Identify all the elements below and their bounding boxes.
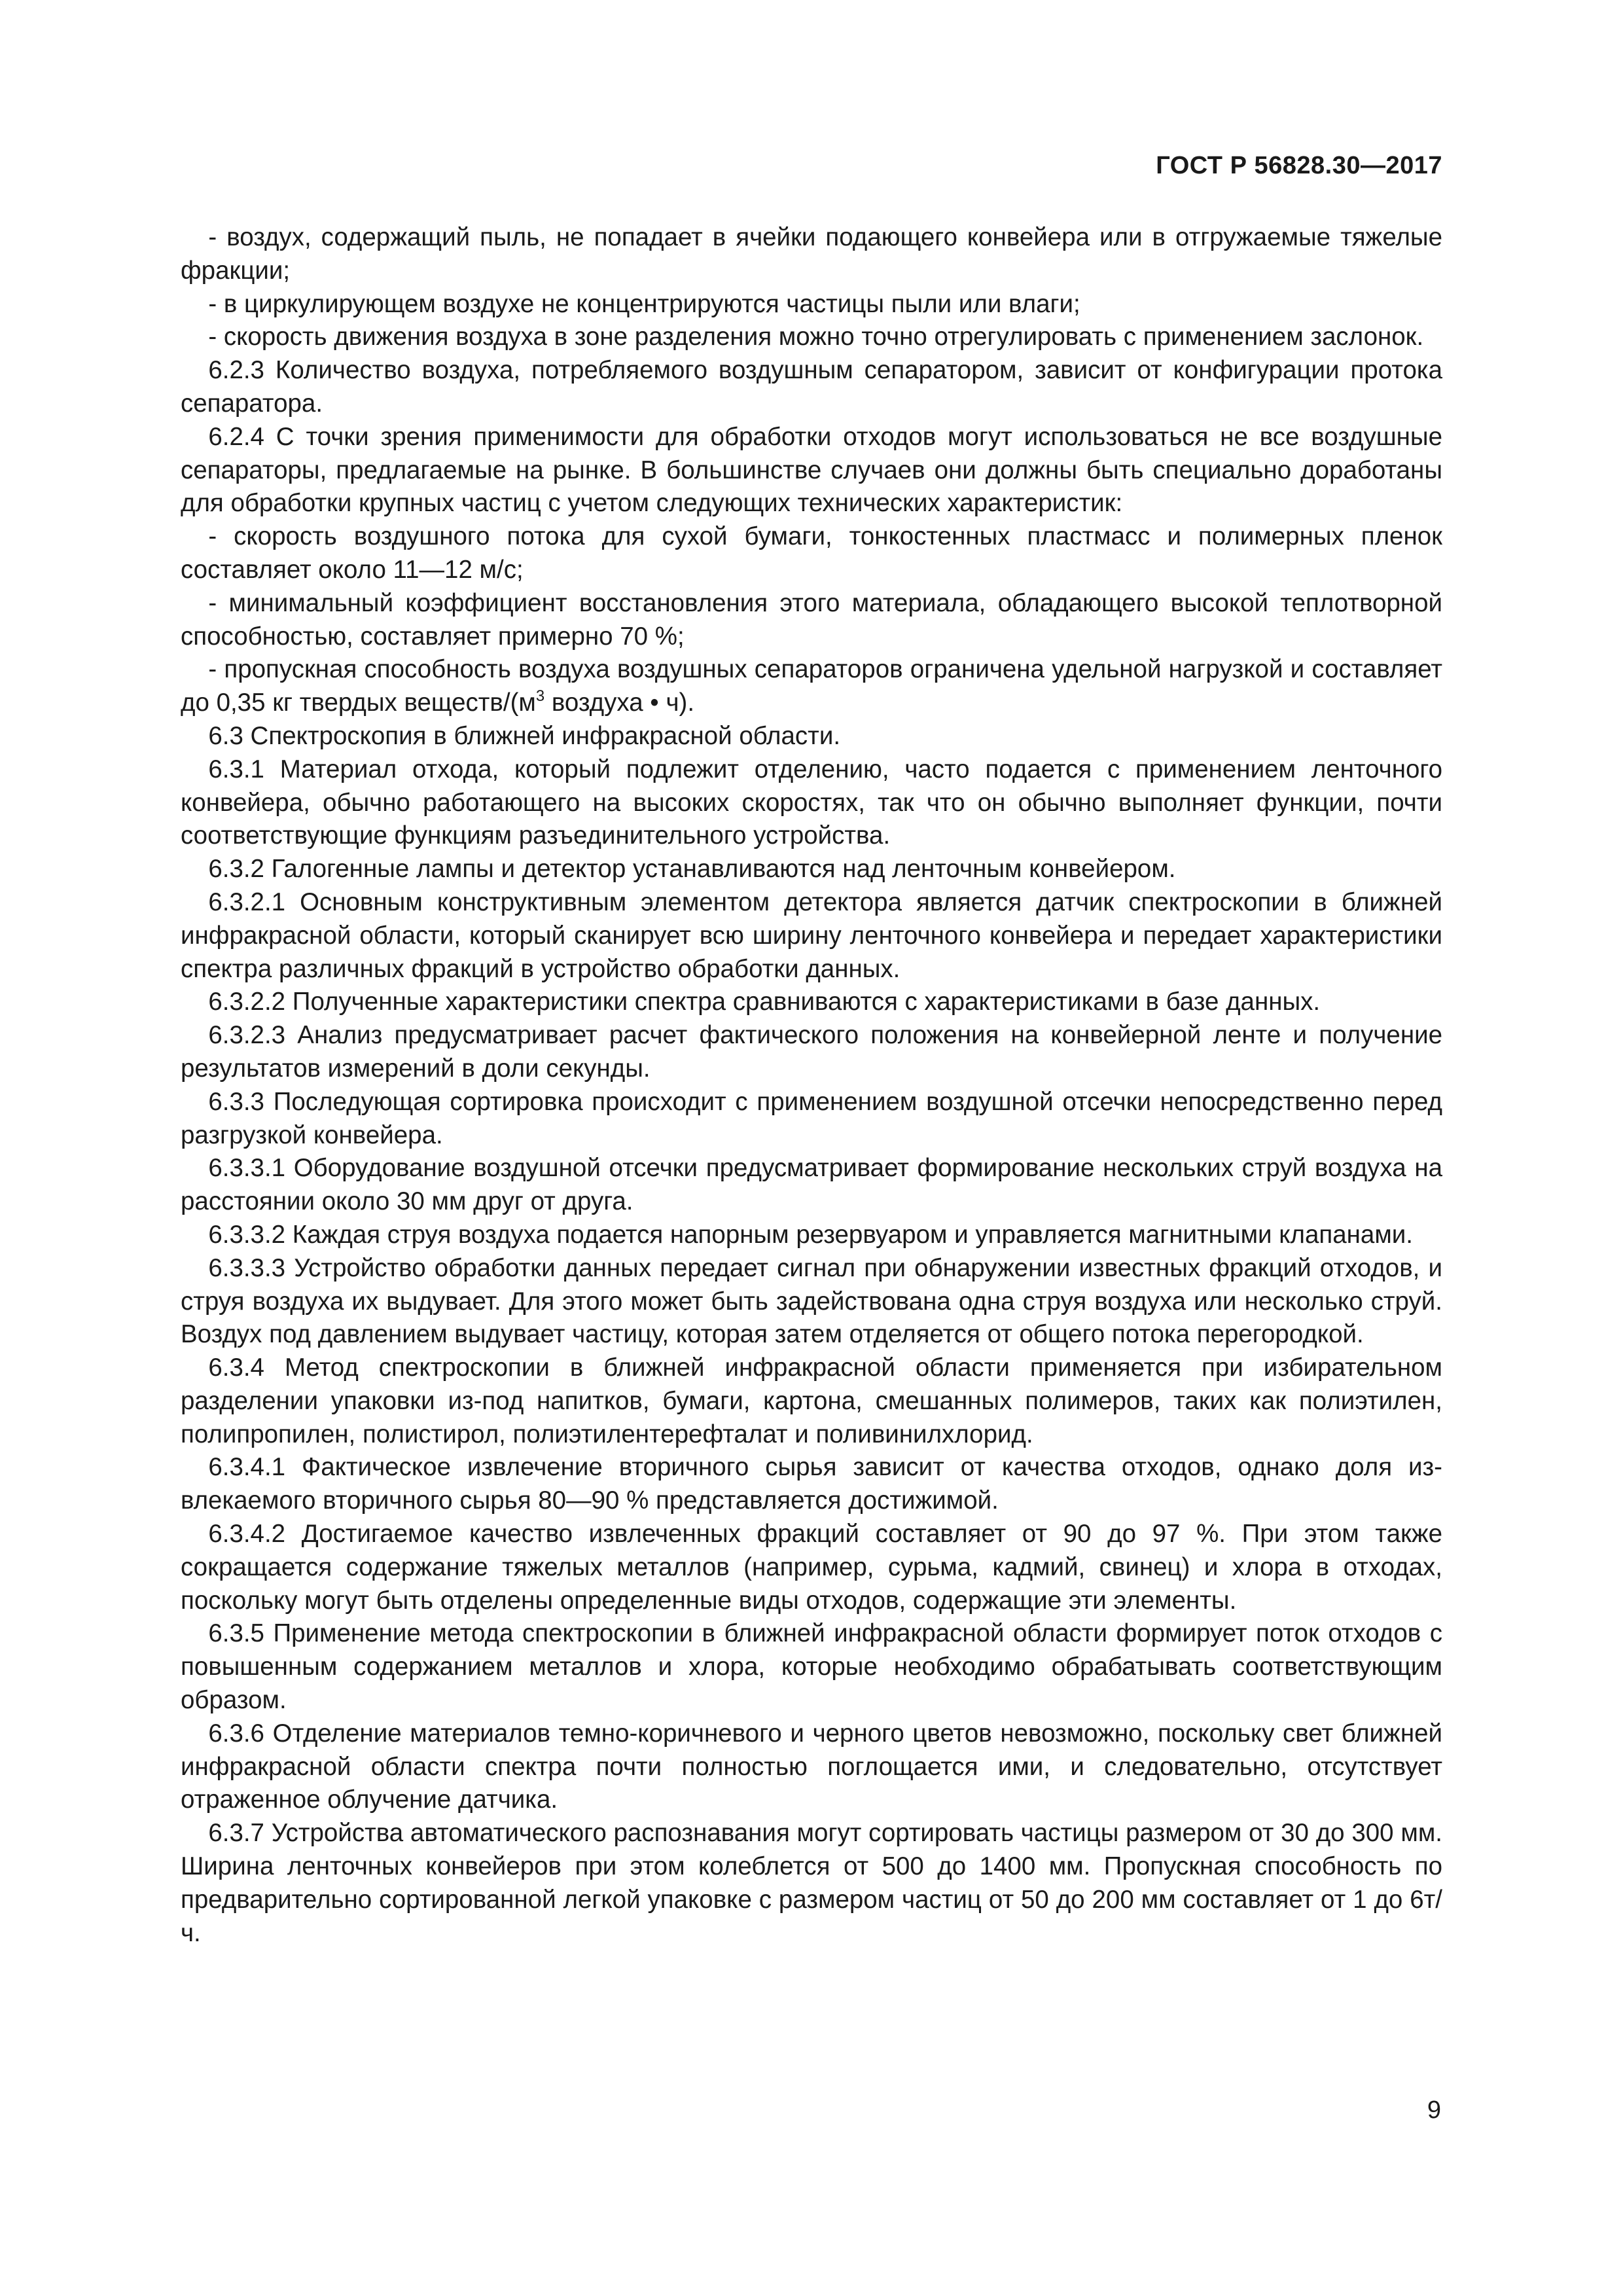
page-number: 9 <box>1427 2096 1441 2124</box>
paragraph-6-3-4-2: 6.3.4.2 Достигаемое качество извлеченных фракций составляет от 90 до 97 %. При этом также сокращается содержание тяжелых металлов (например, сурьма, кадмий, свинец) и хлора в отходах, поскольку могут быть отделены определенные виды отходов, содержащие эти элементы. <box>181 1520 1442 1615</box>
throughput-text-main: - пропускная способность воздуха воздушных сепараторов ограничена удельной нагрузкой и составляет до 0,35 кг твердых веществ/(м <box>181 655 1442 717</box>
paragraph-6-3-2-3: 6.3.2.3 Анализ предусматривает расчет фактического положения на конвейерной ленте и получение результатов измерений в доли секунды. <box>181 1021 1442 1083</box>
paragraph-6-3-5: 6.3.5 Применение метода спектроскопии в ближней инфракрасной области формирует поток отходов с повышенным содержанием металлов и хлора, которые необходимо обрабатывать соответствующим образом. <box>181 1619 1442 1715</box>
paragraph-6-3-2-2: 6.3.2.2 Полученные характеристики спектра сравниваются с характеристиками в базе данных. <box>208 988 1321 1016</box>
paragraph-6-3-3-2: 6.3.3.2 Каждая струя воздуха подается напорным резервуаром и управляется магнитными клапанами. <box>208 1220 1413 1249</box>
paragraph-6-3-2: 6.3.2 Галогенные лампы и детектор устанавливаются над ленточным конвейером. <box>208 855 1176 884</box>
document-standard-code: ГОСТ Р 56828.30—2017 <box>1156 152 1442 179</box>
cubic-superscript: 3 <box>535 687 545 706</box>
document-body <box>181 221 1442 1950</box>
paragraph-recovery-coefficient: - минимальный коэффициент восстановления этого материала, обладающего высокой теплотворной способностью, составляет примерно 70 %; <box>181 588 1442 651</box>
paragraph-circulating-air: - в циркулирующем воздухе не концентрируются частицы пыли или влаги; <box>208 289 1080 318</box>
paragraph-6-3-3-3: 6.3.3.3 Устройство обработки данных передает сигнал при обнаружении известных фракций отходов, и струя воздуха их выдувает. Для этого может быть задействована одна струя воздуха или несколько струй. Воздух под давлением выдувает частицу, которая затем отделяется от общего потока перегородкой. <box>181 1253 1442 1349</box>
paragraph-dust-air: - воздух, содержащий пыль, не попадает в ячейки подающего конвейера или в отгружаемые тяжелые фракции; <box>181 223 1442 285</box>
paragraph-separator-throughput <box>181 653 1442 720</box>
paragraph-6-3-6: 6.3.6 Отделение материалов темно-коричневого и черного цветов невозможно, поскольку свет ближней инфракрасной области спектра почти полностью поглощается ими, и следовательно, отсутствует отраженное облучение датчика. <box>181 1719 1442 1814</box>
paragraph-6-2-4: 6.2.4 С точки зрения применимости для обработки отходов могут использоваться не все воздушные сепараторы, предлагаемые на рынке. В большинстве случаев они должны быть специально доработаны для обработки крупных частиц с учетом следующих технических характеристик: <box>181 422 1442 518</box>
paragraph-6-3-4: 6.3.4 Метод спектроскопии в ближней инфракрасной области применяется при избирательном разделении упаковки из-под напитков, бумаги, картона, смешанных полимеров, таких как полиэтилен, полипропилен, полистирол, полиэтилентерефталат и поливинилхлорид. <box>181 1354 1442 1448</box>
paragraph-6-3-1: 6.3.1 Материал отхода, который подлежит отделению, часто подается с применением ленточного конвейера, обычно работающего на высоких скоростях, так что он обычно выполняет функции, почти соответствующие функциям разъединительного устройства. <box>181 755 1442 850</box>
paragraph-6-3: 6.3 Спектроскопия в ближней инфракрасной области. <box>208 721 841 750</box>
paragraph-6-3-4-1: 6.3.4.1 Фактическое извлечение вторичного сырья зависит от качества отходов, однако доля извлекаемого вторичного сырья 80—90 % представляется достижимой. <box>181 1453 1442 1515</box>
paragraph-6-2-3: 6.2.3 Количество воздуха, потребляемого воздушным сепаратором, зависит от конфигурации протока сепаратора. <box>181 356 1442 418</box>
paragraph-airflow-speed: - скорость воздушного потока для сухой бумаги, тонкостенных пластмасс и полимерных пленок составляет около 11—12 м/с; <box>181 522 1442 584</box>
throughput-text-tail: воздуха • ч). <box>544 689 695 717</box>
paragraph-6-3-3: 6.3.3 Последующая сортировка происходит с применением воздушной отсечки непосредственно перед разгрузкой конвейера. <box>181 1087 1442 1149</box>
paragraph-6-3-3-1: 6.3.3.1 Оборудование воздушной отсечки предусматривает формирование нескольких струй воздуха на расстоянии около 30 мм друг от друга. <box>181 1154 1442 1216</box>
paragraph-6-3-7: 6.3.7 Устройства автоматического распознавания могут сортировать частицы размером от 30 до 300 мм. Ширина ленточных конвейеров при этом колеблется от 500 до 1400 мм. Пропускная способность по предварительно сортированной легкой упаковке с размером частиц от 50 до 200 мм составляет от 1 до 6т/ч. <box>181 1819 1442 1947</box>
paragraph-6-3-2-1: 6.3.2.1 Основным конструктивным элементом детектора является датчик спектроскопии в ближней инфракрасной области, который сканирует всю ширину ленточного конвейера и передает характеристики спектра различных фракций в устройство обработки данных. <box>181 888 1442 983</box>
paragraph-air-speed-dampers: - скорость движения воздуха в зоне разделения можно точно отрегулировать с применением заслонок. <box>208 323 1424 351</box>
